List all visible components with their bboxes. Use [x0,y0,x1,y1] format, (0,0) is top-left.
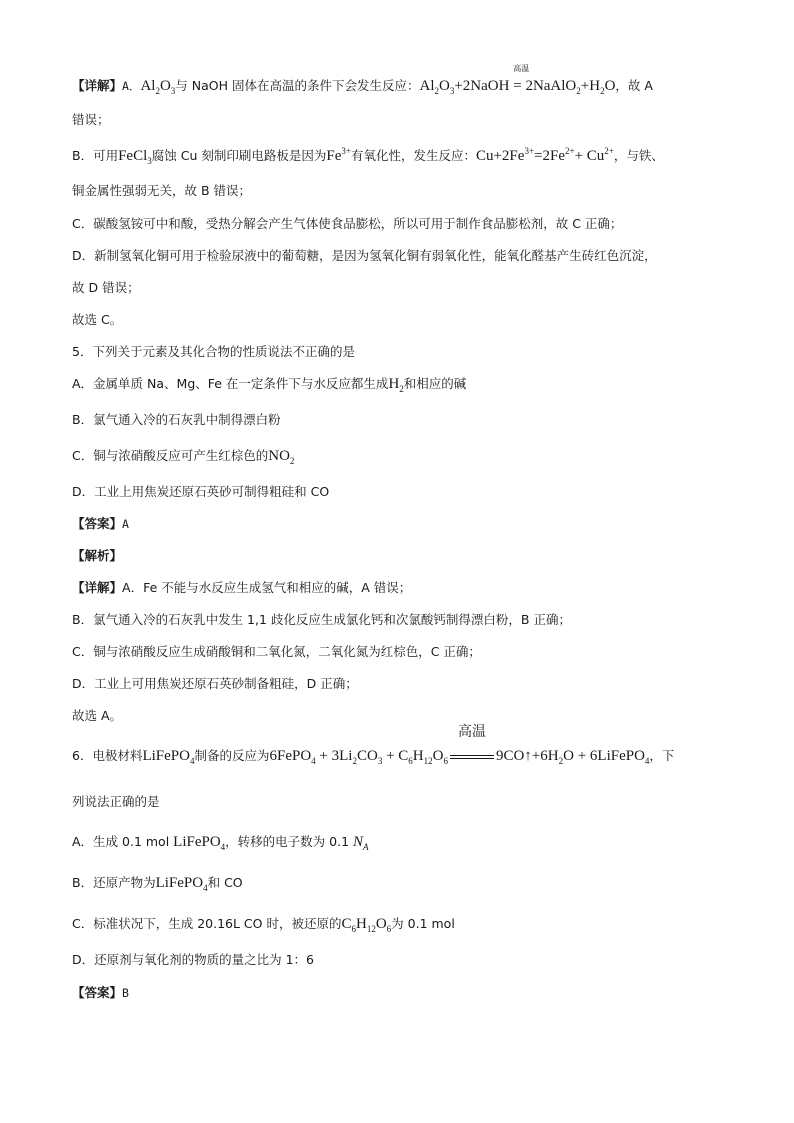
q6-option-d: D．还原剂与氧化剂的物质的量之比为 1：6 [72,952,315,967]
formula-al2o3: $Al_2O_3$ [140,78,176,96]
detail-tag: 【详解】 [72,78,123,93]
detail-line-a: 【详解】A．$Al_2O_3$与 NaOH 固体在高温的条件下会发生反应：$Al_2O_3+2NaOH$ 高温 = $2NaAlO_2+H_2O$，故 A [72,64,653,96]
detail-line-a-cont: 错误； [72,112,110,127]
formula-fecl3: FeCl$_3$ [118,148,152,166]
q5-option-c: C．铜与浓硝酸反应可产生红棕色的$NO_2$ [72,448,295,466]
conclusion-line: 故选 C。 [72,312,123,327]
detail-5-a: 【详解】A．Fe 不能与水反应生成氢气和相应的碱，A 错误； [72,580,412,595]
question-5: 5．下列关于元素及其化合物的性质说法不正确的是 [72,344,355,359]
q6-option-c: C．标准状况下，生成 20.16L CO 时，被还原的$C_6H_{12}O_6$为 0.1 mol [72,916,455,934]
detail-5-b: B．氯气通入冷的石灰乳中发生 1,1 歧化反应生成氯化钙和次氯酸钙制得漂白粉，B 正确； [72,612,571,627]
q6-option-a: A．生成 0.1 mol LiFePO$_4$，转移的电子数为 0.1 $N_A$ [72,834,369,852]
q5-option-d: D．工业上用焦炭还原石英砂可制得粗硅和 CO [72,484,330,499]
analysis-5-tag: 【解析】 [72,548,123,563]
equation-a: $Al_2O_3+2NaOH$ 高温 = $2NaAlO_2+H_2O$ [419,64,616,96]
detail-line-c: C．碳酸氢铵可中和酸，受热分解会产生气体使食品膨松，所以可用于制作食品膨松剂，故 C 正确； [72,216,623,231]
detail-5-c: C．铜与浓硝酸反应生成硝酸铜和二氧化氮，二氧化氮为红棕色，C 正确； [72,644,481,659]
q5-option-b: B．氯气通入冷的石灰乳中制得漂白粉 [72,412,281,427]
q6-option-b: B．还原产物为LiFePO$_4$和 CO [72,875,243,893]
answer-6: 【答案】B [72,985,129,1000]
detail-line-d: D．新制氢氧化铜可用于检验尿液中的葡萄糖，是因为氢氧化铜有弱氧化性，能氧化醛基产生砖红色沉淀， [72,248,657,263]
equation-b: $Cu+2Fe^{3+}=2Fe^{2+}+ Cu^{2+}$ [475,146,614,164]
answer-5: 【答案】A [72,516,129,531]
detail-5-d: D．工业上可用焦炭还原石英砂制备粗硅，D 正确； [72,676,358,691]
detail-5-conclusion: 故选 A。 [72,708,123,723]
q5-option-a: A．金属单质 Na、Mg、Fe 在一定条件下与水反应都生成$H_2$和相应的碱 [72,376,467,394]
question-6: 6．电极材料LiFePO$_4$制备的反应为6FePO$_4$ + $3Li_2CO_3 + C_6H_{12}O_6$ 高温 $9CO↑+6H_2O$ + 6LiFePO$_4$，下 [72,724,675,766]
question-6-cont: 列说法正确的是 [72,794,160,809]
detail-line-b-cont: 铜金属性强弱无关，故 B 错误； [72,183,252,198]
detail-line-b: B．可用FeCl$_3$腐蚀 Cu 刻制印刷电路板是因为$Fe^{3+}$有氧化性，发生反应：$Cu+2Fe^{3+}=2Fe^{2+}+ Cu^{2+}$，与铁、 [72,146,664,166]
equation-6: 6FePO$_4$ + $3Li_2CO_3 + C_6H_{12}O_6$ 高温 $9CO↑+6H_2O$ + 6LiFePO$_4$ [269,724,650,766]
detail-line-d-cont: 故 D 错误； [72,280,140,295]
